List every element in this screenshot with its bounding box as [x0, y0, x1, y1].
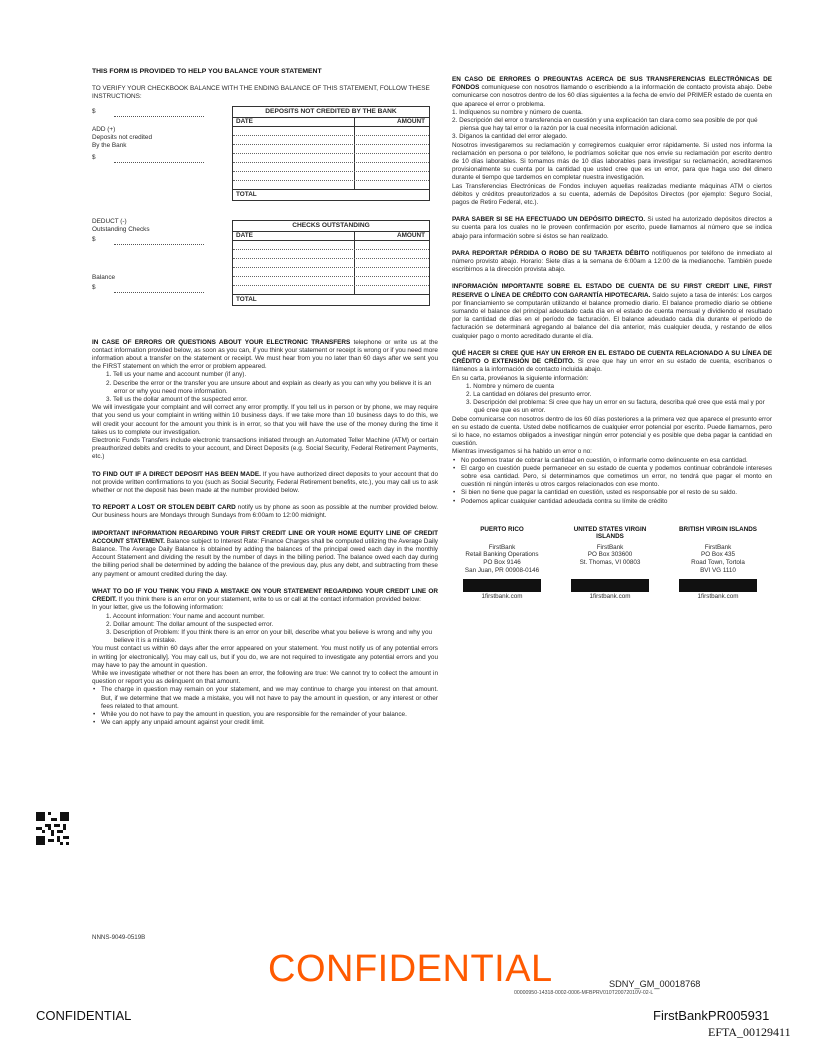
deposits-label: Deposits not credited: [92, 133, 153, 141]
table-row[interactable]: [233, 172, 429, 181]
english-column: [92, 68, 438, 727]
bank-line: FirstBank: [596, 543, 624, 551]
investigate-paragraph: While we investigate whether or not there has been an error, the following are true: We cannot try to collect the amount in question or report you as delinquent on that amount.: [92, 669, 438, 686]
errors-paragraph: We will investigate your complaint and will correct any error promptly. If you tell us in person or by phone, we may require that you send us your complaint in writing within 10 business days. If we take more than 10 business days to do this, we will credit your account for the amount you think is in error, so that you will have the use of the money during the time it takes us to complete our investigation.: [92, 404, 438, 436]
section-body: If you have authorized direct deposits to your account that do not provide written confirmations to you (such as Social Security, Federal Retirement benefits, etc.), you may call us to ask whether or not the deposit has been made at the number provided below.: [92, 470, 438, 495]
dollar-sign: $: [92, 153, 96, 161]
table-row[interactable]: [233, 163, 429, 172]
list-item: • Si bien no tiene que pagar la cantidad en cuestión, usted es responsable por el resto de su saldo.: [452, 489, 772, 497]
list-item: 1. Nombre y número de cuenta: [466, 382, 555, 390]
table-title: CHECKS OUTSTANDING: [233, 221, 429, 232]
list-item: • No podemos tratar de cobrar la cantidad en cuestión, o informarle como delincuente en esa cantidad.: [452, 457, 772, 465]
table-row[interactable]: [233, 277, 429, 286]
bank-title: UNITED STATES VIRGIN ISLANDS: [573, 525, 647, 541]
outstanding-line[interactable]: [114, 244, 204, 245]
bank-usvi: [560, 526, 660, 601]
mistake-paragraph: Debe comunicarse con nosotros dentro de los 60 días posteriores a la primera vez que aparece el presunto error en su estado de cuenta. Usted debe notificarnos de cualquier error potencial por escrito. Puede llamarnos, pero si lo hace, no estamos obligados a investigar ningún error potencial y es posible que deba pagar la cantidad en cuestión.: [452, 415, 772, 448]
bank-url[interactable]: 1firstbank.com: [589, 593, 631, 601]
table-row[interactable]: [233, 250, 429, 259]
bates-number: FirstBankPR005931: [653, 1008, 770, 1023]
letter-intro: In your letter, give us the following information:: [92, 604, 224, 612]
credit-line-section: [452, 283, 772, 340]
section-body: notifíquenos por teléfono de inmediato al número provisto abajo. Horario: Siete días a la semana de 6:00am a 12:00 de la medianoche. También puede escribirnos a la dirección provista abajo.: [452, 249, 773, 274]
by-bank-label: By the Bank: [92, 141, 127, 149]
dollar-sign: $: [92, 107, 96, 115]
section-body: Saldo sujeto a tasa de interés: Los cargos por financiamiento se computarán utilizando el balance promedio diario. El balance promedio diario se obtiene sumando el balance del principal adeudado cada día en el estado de cuenta mensual y dividiendo el resultado por la cantidad de días en el período de facturación. El balance adeudado cada día durante el período de facturación se determinará agregando al balance del día anterior, más cualquier deuda, y restando de ellos cualquier pago o monto acreditado durante el día.: [452, 291, 772, 340]
letter-intro: En su carta, provéanos la siguiente información:: [452, 374, 589, 382]
dollar-sign: $: [92, 283, 96, 291]
balance-line[interactable]: [114, 292, 204, 293]
list-item: 2. La cantidad en dólares del presunto error.: [466, 390, 592, 398]
bank-url[interactable]: 1firstbank.com: [481, 593, 523, 601]
bank-line: Road Town, Tortola: [691, 558, 745, 566]
dollar-sign: $: [92, 235, 96, 243]
bank-title: BRITISH VIRGIN ISLANDS: [678, 525, 758, 533]
table-row[interactable]: [233, 127, 429, 136]
date-header: DATE: [233, 118, 355, 126]
table-title: DEPOSITS NOT CREDITED BY THE BANK: [233, 107, 429, 118]
bank-line: BVI VG 1110: [700, 566, 736, 574]
bank-title: PUERTO RICO: [480, 525, 524, 533]
mistake-section: [92, 588, 438, 604]
form-instructions: TO VERIFY YOUR CHECKBOOK BALANCE WITH THE ENDING BALANCE OF THIS STATEMENT, FOLLOW THESE INSTRUCTIONS:: [92, 85, 430, 101]
section-body: Balance subject to Interest Rate: Finance Charges shall be computed utilizing the Average Daily Balance. The Average Daily Balance is obtained by adding the balances of the principal owed each day in the monthly Account Statement and dividing the result by the number of days in the billing period. The balance owed each day during the billing period shall be determined by adding the balance of the previous day, plus any debt, and subtracting from these any payment or amount credited during the day.: [92, 537, 438, 578]
mistake-list: [92, 613, 438, 646]
eft-paragraph: Electronic Funds Transfers include electronic transactions initiated through an Automated Teller Machine (ATM) or certain preauthorized debits and credits to your account, and Direct Deposits (e.g. Social Security, Federal Retirement Payments, etc.): [92, 437, 438, 461]
bank-line: FirstBank: [488, 543, 516, 551]
checks-outstanding-table: [232, 220, 430, 306]
table-row[interactable]: [233, 259, 429, 268]
form-code: NNNS-9049-0519B: [92, 934, 146, 941]
section-heading: PARA REPORTAR PÉRDIDA O ROBO DE SU TARJETA DÉBITO: [452, 249, 650, 257]
table-row[interactable]: [233, 286, 429, 295]
table-header-row: [233, 118, 429, 127]
outstanding-checks-label: Outstanding Checks: [92, 225, 150, 233]
section-heading: EN CASO DE ERRORES O PREGUNTAS ACERCA DE SUS TRANSFERENCIAS ELECTRÓNICAS DE FONDOS: [452, 76, 772, 92]
errors-paragraph: Nosotros investigaremos su reclamación y corregiremos cualquier error rápidamente. Si usted nos informa la reclamación en persona o por teléfono, le podríamos solicitar que nos envíe su reclamación por escrito dentro de 10 días laborables. Si tomamos más de 10 días laborables para investigar su reclamación, acreditaremos provisionalmente su cuenta por la cantidad que usted cree que es un error, para que haga uso del dinero durante el tiempo que tardemos en completar nuestra investigación.: [452, 141, 772, 182]
list-item: • The charge in question may remain on your statement, and we may continue to charge you interest on that amount. But, if we determine that we made a mistake, you will not have to pay the amount in question, or any interest or other fees related to that amount.: [92, 686, 438, 711]
barcode-block: [463, 579, 541, 592]
bank-line: PO Box 435: [701, 551, 735, 559]
file-id: 00000950-14318-0002-0006-MFBPRV010T20072010V-02-L: [514, 990, 654, 996]
bank-bvi: [668, 526, 768, 601]
mistake-bullets: [92, 686, 438, 727]
list-item: 2. Describe the error or the transfer you are unsure about and explain as clearly as you can why you believe it is an error or why you need more information.: [106, 379, 432, 395]
errors-list: [452, 109, 772, 142]
table-row[interactable]: [233, 181, 429, 190]
credit-line-section: [92, 530, 438, 579]
list-item: 3. Díganos la cantidad del error alegado.: [452, 133, 568, 141]
list-item: 1. Account information: Your name and account number.: [106, 612, 265, 620]
checkbook-balance-line[interactable]: [114, 116, 204, 117]
section-heading: PARA SABER SI SE HA EFECTUADO UN DEPÓSITO DIRECTO.: [452, 216, 646, 224]
section-body: notify us by phone as soon as possible at the number provided below. Our business hours are Mondays through Sundays from 6:00am to 12:00 midnight.: [92, 504, 438, 520]
qr-code-icon: [36, 812, 69, 845]
total-label: TOTAL: [236, 190, 257, 198]
mistake-section: [452, 350, 772, 375]
errors-list: [92, 371, 438, 404]
list-item: 1. Tell us your name and account number (if any).: [106, 371, 247, 379]
section-heading: TO FIND OUT IF A DIRECT DEPOSIT HAS BEEN MADE.: [92, 470, 261, 478]
list-item: 2. Dollar amount: The dollar amount of the suspected error.: [106, 620, 274, 628]
list-item: • Podemos aplicar cualquier cantidad adeudada contra su límite de crédito: [452, 498, 772, 506]
section-heading: IN CASE OF ERRORS OR QUESTIONS ABOUT YOUR ELECTRONIC TRANSFERS: [92, 338, 351, 346]
direct-deposit-section: [452, 216, 772, 241]
table-header-row: [233, 232, 429, 241]
amount-header: AMOUNT: [396, 231, 425, 239]
bank-line: San Juan, PR 00908-0146: [464, 566, 540, 574]
bank-line: Retail Banking Operations: [465, 551, 539, 559]
list-item: • We can apply any unpaid amount against your credit limit.: [92, 719, 438, 727]
confidential-label: CONFIDENTIAL: [36, 1008, 132, 1023]
bank-puerto-rico: [452, 526, 552, 601]
section-body: comuníquese con nosotros llamando o escribiendo a la información de contacto provista abajo. Debe comunicarse con nosotros dentro de los 60 días siguientes a la fecha de envío del PRIMER estado de cuenta en que aparece el error o problema.: [452, 84, 772, 108]
table-row[interactable]: [233, 268, 429, 277]
section-body: telephone or write us at the contact information provided below, as soon as you can, if you think your statement or receipt is wrong or if you need more information about a transfer on the statement or receipt. We must hear from you no later than 60 days after we sent you the FIRST statement on which the error or problem appeared.: [92, 338, 438, 371]
add-label: ADD (+): [92, 125, 116, 133]
balance-label: Balance: [92, 273, 116, 281]
bank-line: PO Box 303600: [587, 551, 633, 559]
investigate-paragraph: Mientras investigamos si ha habido un error o no:: [452, 448, 592, 456]
list-item: 3. Description of Problem: If you think there is an error on your bill, describe what you believe is wrong and why you believe it is a mistake.: [106, 628, 433, 645]
section-heading: INFORMACIÓN IMPORTANTE SOBRE EL ESTADO DE CUENTA DE SU FIRST CREDIT LINE, FIRST RESERVE O LÍNEA DE CRÉDITO CON GARANTÍA HIPOTECARIA.: [452, 283, 772, 299]
balance-worksheet: [92, 106, 438, 346]
deduct-label: DEDUCT (-): [92, 217, 127, 225]
table-row[interactable]: [233, 136, 429, 145]
list-item: 3. Tell us the dollar amount of the suspected error.: [106, 396, 248, 404]
list-item: 3. Descripción del problema: Si cree que hay un error en su factura, describa qué cree que está mal y por qué cree que es un error.: [466, 399, 765, 415]
list-item: • While you do not have to pay the amount in question, you are responsible for the remainder of your balance.: [92, 711, 438, 719]
section-heading: WHAT TO DO IF YOU THINK YOU FIND A MISTAKE ON YOUR STATEMENT REGARDING YOUR CREDIT LINE OR CREDIT.: [92, 587, 438, 604]
bank-url[interactable]: 1firstbank.com: [697, 593, 739, 601]
form-header: THIS FORM IS PROVIDED TO HELP YOU BALANCE YOUR STATEMENT: [92, 68, 322, 75]
section-heading: IMPORTANT INFORMATION REGARDING YOUR FIRST CREDIT LINE OR YOUR HOME EQUITY LINE OF CREDIT ACCOUNT STATEMENT.: [92, 529, 438, 545]
section-heading: TO REPORT A LOST OR STOLEN DEBIT CARD: [92, 504, 236, 512]
section-body: Si cree que hay un error en su estado de cuenta, escríbanos o llámenos a la información de contacto incluida abajo.: [452, 358, 772, 374]
total-label: TOTAL: [236, 295, 257, 303]
bank-line: St. Thomas, VI 00803: [579, 558, 641, 566]
errors-section: [452, 76, 772, 109]
mistake-paragraph: You must contact us within 60 days after the error appeared on your statement. You must notify us of any potential errors in writing [or electronically]. You may call us, but if you do, we are not required to investigate any potential errors and you may have to pay the amount in question.: [92, 645, 438, 669]
bank-addresses: [452, 526, 772, 630]
list-item: 1. Indíquenos su nombre y número de cuenta.: [452, 108, 583, 116]
spanish-column: [452, 76, 772, 630]
bank-line: PO Box 9146: [483, 558, 521, 566]
confidential-stamp: CONFIDENTIAL: [268, 948, 553, 990]
deposits-not-credited-table: [232, 106, 430, 201]
section-body: If you think there is an error on your statement, write to us or call at the contact information provided below:: [116, 596, 421, 604]
barcode-block: [571, 579, 649, 592]
list-item: 2. Descripción del error o transferencia en cuestión y una explicación tan clara como sea posible de por qué piensa que hay tal error o la razón por la cual necesita información adicional.: [452, 117, 758, 133]
date-header: DATE: [233, 232, 355, 240]
table-row[interactable]: [233, 241, 429, 250]
table-row[interactable]: [233, 145, 429, 154]
efta-number: EFTA_00129411: [708, 1025, 791, 1039]
sdny-number: SDNY_GM_00018768: [609, 979, 701, 989]
section-body: Si usted ha autorizado depósitos directos a su cuenta para los cuales no le proveen confirmación por escrito, puede llamarnos al número que se indica abajo para información sobre si éstos se han realizado.: [452, 216, 772, 240]
section-heading: QUÉ HACER SI CREE QUE HAY UN ERROR EN EL ESTADO DE CUENTA RELACIONADO A SU LÍNEA DE CRÉDITO O EXTENSIÓN DE CRÉDITO.: [452, 349, 772, 366]
lost-card-section: [92, 504, 438, 520]
table-row[interactable]: [233, 154, 429, 163]
mistake-list: [452, 383, 772, 416]
list-item: • El cargo en cuestión puede permanecer en su estado de cuenta y podemos continuar cobrándole intereses sobre esa cantidad. Pero, si determinamos que cometimos un error, no tendrá que pagar el monto en cuestión ni ningún interés u otros cargos relacionados con ese monto.: [452, 465, 772, 490]
mistake-bullets: [452, 457, 772, 506]
lost-card-section: [452, 250, 772, 275]
amount-header: AMOUNT: [396, 117, 425, 125]
direct-deposit-section: [92, 471, 438, 496]
barcode-block: [679, 579, 757, 592]
bank-line: FirstBank: [704, 543, 732, 551]
eft-paragraph: Las Transferencias Electrónicas de Fondos incluyen aquellas realizadas mediante máquinas ATM o ciertos débitos y créditos preautorizados a su cuenta, además de Depósitos Directos (por ejemplo: Seguro Social, pagos de Retiro Federal, etc.).: [452, 182, 772, 207]
subtotal-line[interactable]: [114, 162, 204, 163]
